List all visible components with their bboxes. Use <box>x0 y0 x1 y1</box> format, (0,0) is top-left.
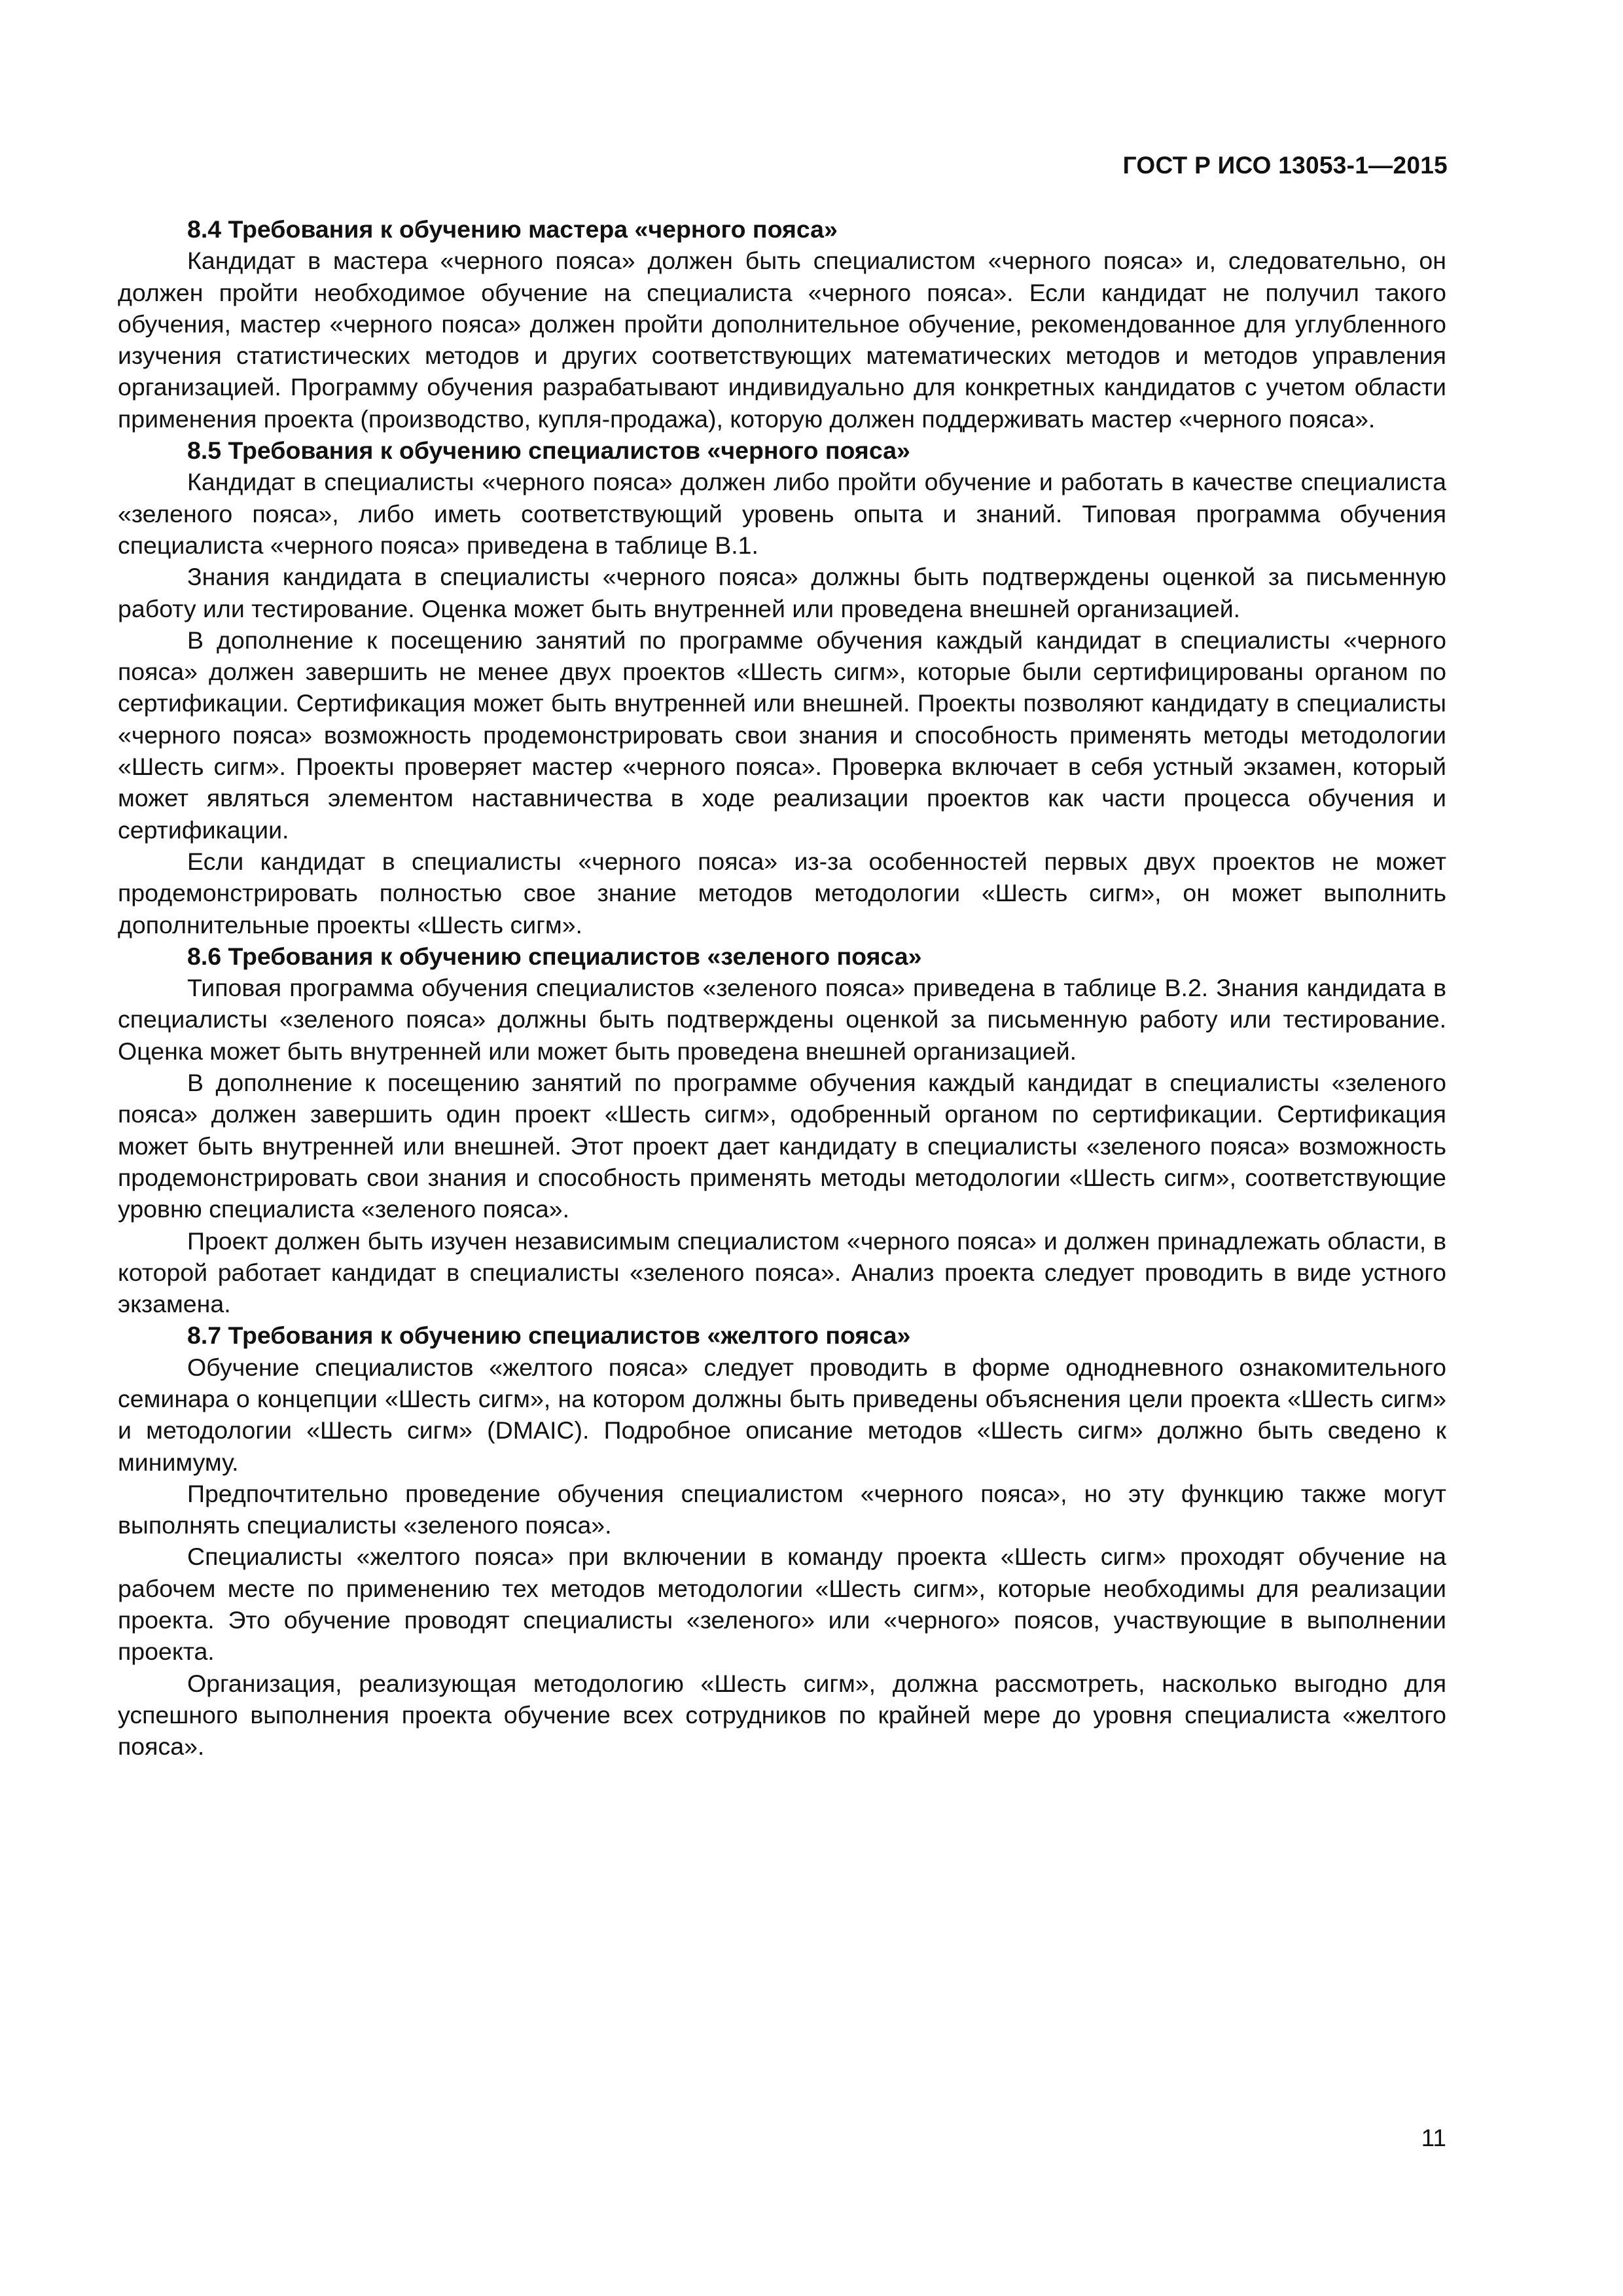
paragraph: Знания кандидата в специалисты «черного пояса» должны быть подтверждены оценкой за письменную работу или тестирование. Оценка может быть внутренней или проведена внешней организацией. <box>118 563 1446 622</box>
section-heading: 8.4 Требования к обучению мастера «черного пояса» <box>187 215 838 243</box>
paragraph: Организация, реализующая методологию «Шесть сигм», должна рассмотреть, насколько выгодно для успешного выполнения проекта обучение всех сотрудников по крайней мере до уровня специалиста «желтого пояса». <box>118 1669 1446 1761</box>
page-number: 11 <box>1421 2125 1446 2151</box>
paragraph: Кандидат в мастера «черного пояса» должен быть специалистом «черного пояса» и, следовательно, он должен пройти необходимое обучение на специалиста «черного пояса». Если кандидат не получил такого обучения, мастер «черного пояса» должен пройти дополнительное обучение, рекомендованное для углубленного изучения статистических методов и других соответствующих математических методов и методов управления организацией. Программу обучения разрабатывают индивидуально для конкретных кандидатов с учетом области применения проекта (производство, купля-продажа), которую должен поддерживать мастер «черного пояса». <box>118 247 1446 433</box>
paragraph: Проект должен быть изучен независимым специалистом «черного пояса» и должен принадлежать области, в которой работает кандидат в специалисты «зеленого пояса». Анализ проекта следует проводить в виде устного экзамена. <box>118 1227 1446 1318</box>
paragraph: В дополнение к посещению занятий по программе обучения каждый кандидат в специалисты «черного пояса» должен завершить не менее двух проектов «Шесть сигм», которые были сертифицированы органом по сертификации. Сертификация может быть внутренней или внешней. Проекты позволяют кандидату в специалисты «черного пояса» возможность продемонстрировать свои знания и способность применять методы методологии «Шесть сигм». Проекты проверяет мастер «черного пояса». Проверка включает в себя устный экзамен, который может являться элементом наставничества в ходе реализации проектов как части процесса обучения и сертификации. <box>118 626 1446 844</box>
section-heading: 8.7 Требования к обучению специалистов «желтого пояса» <box>187 1321 911 1350</box>
document-standard-id: ГОСТ Р ИСО 13053-1—2015 <box>1122 152 1448 179</box>
paragraph: Типовая программа обучения специалистов «зеленого пояса» приведена в таблице В.2. Знания кандидата в специалисты «зеленого пояса» должны быть подтверждены оценкой за письменную работу или тестирование. Оценка может быть внутренней или может быть проведена внешней организацией. <box>118 974 1446 1065</box>
paragraph: Кандидат в специалисты «черного пояса» должен либо пройти обучение и работать в качестве специалиста «зеленого пояса», либо иметь соответствующий уровень опыта и знаний. Типовая программа обучения специалиста «черного пояса» приведена в таблице В.1. <box>118 468 1446 559</box>
paragraph: В дополнение к посещению занятий по программе обучения каждый кандидат в специалисты «зеленого пояса» должен завершить один проект «Шесть сигм», одобренный органом по сертификации. Сертификация может быть внутренней или внешней. Этот проект дает кандидату в специалисты «зеленого пояса» возможность продемонстрировать свои знания и способность применять методы методологии «Шесть сигм», соответствующие уровню специалиста «зеленого пояса». <box>118 1069 1446 1223</box>
paragraph: Обучение специалистов «желтого пояса» следует проводить в форме однодневного ознакомительного семинара о концепции «Шесть сигм», на котором должны быть приведены объяснения цели проекта «Шесть сигм» и методологии «Шесть сигм» (DMAIC). Подробное описание методов «Шесть сигм» должно быть сведено к минимуму. <box>118 1353 1446 1476</box>
document-body <box>118 213 1446 1763</box>
paragraph: Специалисты «желтого пояса» при включении в команду проекта «Шесть сигм» проходят обучение на рабочем месте по применению тех методов методологии «Шесть сигм», которые необходимы для реализации проекта. Это обучение проводят специалисты «зеленого» или «черного» поясов, участвующие в выполнении проекта. <box>118 1543 1446 1666</box>
paragraph: Если кандидат в специалисты «черного пояса» из-за особенностей первых двух проектов не может продемонстрировать полностью свое знание методов методологии «Шесть сигм», он может выполнить дополнительные проекты «Шесть сигм». <box>118 847 1446 939</box>
section-heading: 8.6 Требования к обучению специалистов «зеленого пояса» <box>187 942 922 970</box>
section-heading: 8.5 Требования к обучению специалистов «черного пояса» <box>187 437 910 465</box>
paragraph: Предпочтительно проведение обучения специалистом «черного пояса», но эту функцию также могут выполнять специалисты «зеленого пояса». <box>118 1479 1446 1539</box>
